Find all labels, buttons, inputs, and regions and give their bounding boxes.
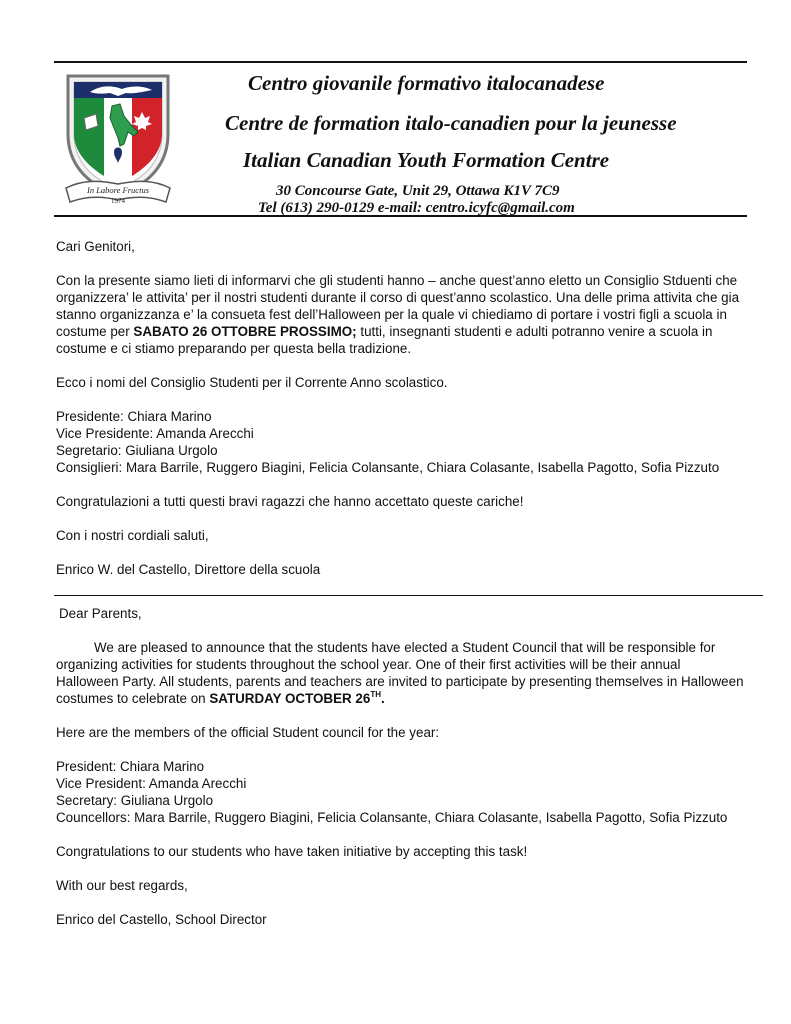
italian-greeting: Cari Genitori,	[56, 239, 135, 254]
italian-intro-paragraph	[56, 272, 746, 357]
english-member-secretary: Secretary: Giuliana Urgolo	[56, 793, 214, 808]
english-signature: Enrico del Castello, School Director	[56, 912, 267, 927]
header-title-italian: Centro giovanile formativo italocanadese	[248, 71, 605, 95]
english-closing: With our best regards,	[56, 878, 188, 893]
italian-intro-text: Con la presente siamo lieti di informarvi che gli studenti hanno – anche quest’anno eletto un Consiglio Stduenti che organizzera’ le attivita’ per il nostri studenti durante il corso di quest’anno scolastico. Una delle prima attivita che gia stanno organizzanza e’ la consueta fest dell’Halloween per la quale vi chiediamo di portare i vostri figli a scuola in costume per	[56, 273, 740, 339]
italian-signature: Enrico W. del Castello, Direttore della scuola	[56, 562, 321, 577]
italian-closing: Con i nostri cordiali saluti,	[56, 528, 209, 543]
header-address: 30 Concourse Gate, Unit 29, Ottawa K1V 7C9	[276, 183, 560, 199]
english-member-president: President: Chiara Marino	[56, 759, 205, 774]
header-title-french: Centre de formation italo-canadien pour la jeunesse	[225, 111, 677, 135]
letter-italian	[56, 238, 746, 578]
header-contact: Tel (613) 290-0129 e-mail: centro.icyfc@gmail.com	[258, 200, 575, 216]
crest-motto: In Labore Fructus	[86, 185, 150, 195]
school-crest-logo	[62, 72, 174, 212]
section-divider	[54, 595, 763, 596]
english-member-councillors: Councellors: Mara Barrile, Ruggero Biagini, Felicia Colansante, Chiara Colasante, Isabella Pagotto, Sofia Pizzuto	[56, 810, 728, 825]
crest-year: 1974	[111, 197, 125, 205]
header-top-rule	[54, 61, 747, 63]
english-congratulations: Congratulations to our students who have taken initiative by accepting this task!	[56, 844, 528, 859]
english-intro-text: We are pleased to announce that the students have elected a Student Council that will be responsible for organizing activities for students throughout the school year. One of their first activities will be their annual Halloween Party. All students, parents and teachers are invited to participate by presenting themselves in Halloween costumes to celebrate on	[56, 640, 744, 706]
english-council-intro: Here are the members of the official Student council for the year:	[56, 725, 440, 740]
italian-congratulations: Congratulazioni a tutti questi bravi ragazzi che hanno accettato queste cariche!	[56, 494, 524, 509]
english-greeting: Dear Parents,	[59, 606, 142, 621]
header-title-english: Italian Canadian Youth Formation Centre	[243, 148, 610, 172]
italian-intro-text-end: tutti, insegnanti studenti e adulti potranno venire a scuola in costume e ci stiamo preparando per questa bella tradizione.	[56, 324, 713, 356]
letter-english	[56, 605, 746, 928]
english-intro-paragraph	[56, 639, 746, 707]
italian-member-secretary: Segretario: Giuliana Urgolo	[56, 443, 218, 458]
italian-member-councillors: Consiglieri: Mara Barrile, Ruggero Biagini, Felicia Colansante, Chiara Colasante, Isabella Pagotto, Sofia Pizzuto	[56, 460, 720, 475]
italian-member-president: Presidente: Chiara Marino	[56, 409, 212, 424]
english-event-date: SATURDAY OCTOBER 26TH.	[209, 690, 385, 706]
italian-council-intro: Ecco i nomi del Consiglio Studenti per il Corrente Anno scolastico.	[56, 375, 448, 390]
italian-member-vice-president: Vice Presidente: Amanda Arecchi	[56, 426, 254, 441]
italian-event-date: SABATO 26 OTTOBRE PROSSIMO;	[133, 324, 357, 339]
english-member-vice-president: Vice President: Amanda Arecchi	[56, 776, 247, 791]
